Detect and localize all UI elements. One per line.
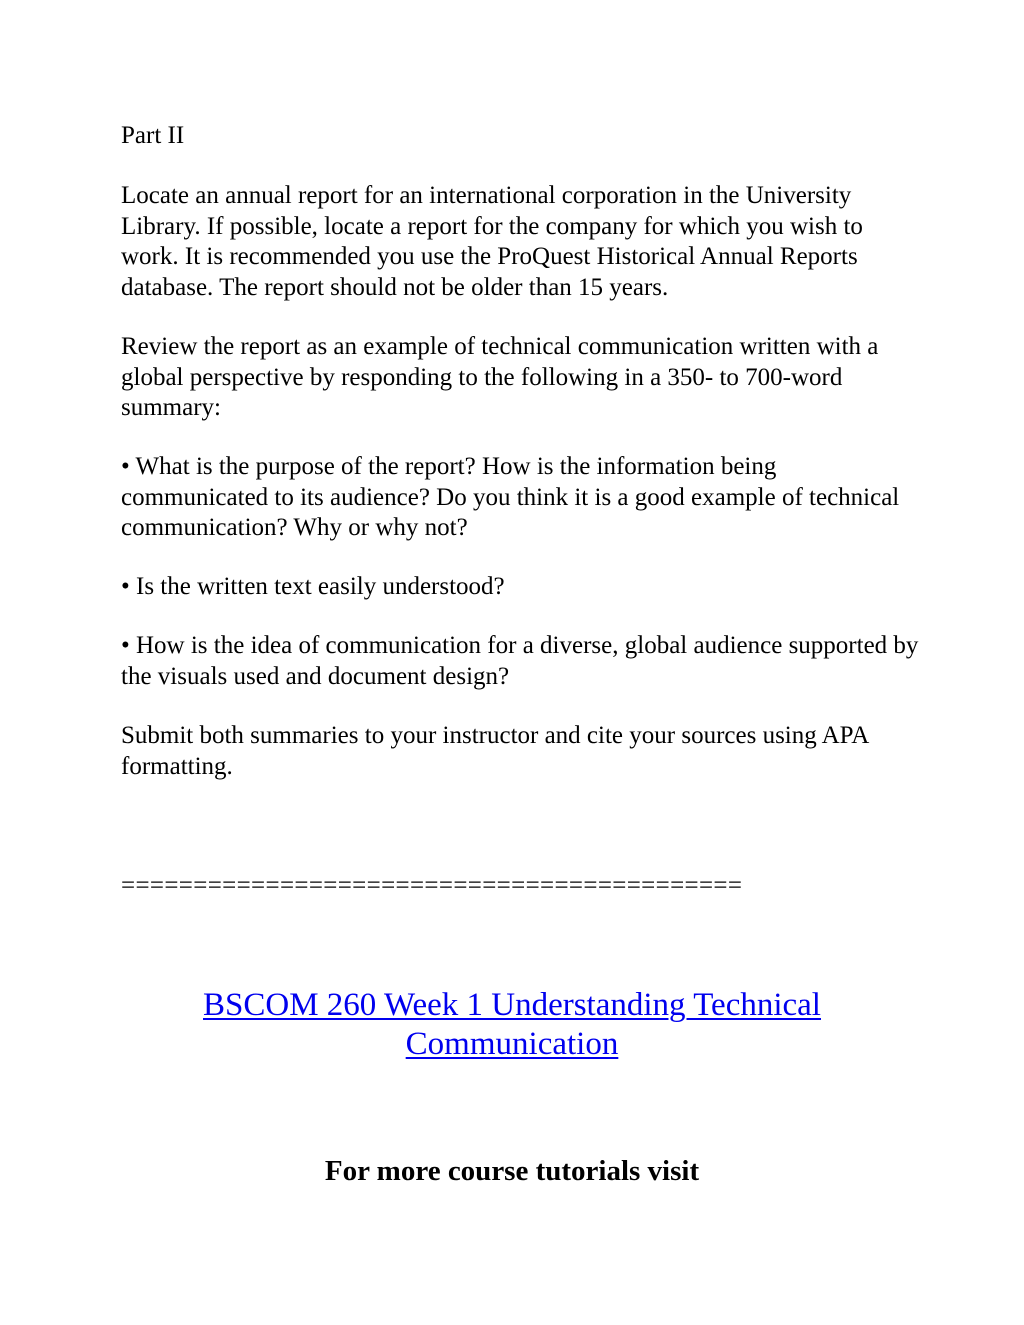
separator-line: ===========================================	[121, 872, 743, 899]
submission-paragraph: Submit both summaries to your instructor and cite your sources using APA formatting.	[121, 722, 868, 780]
bullet-item-visuals: • How is the idea of communication for a diverse, global audience supported by the visuals used and document design?	[121, 632, 919, 690]
promo-text: For more course tutorials visit	[324, 1155, 700, 1187]
instructions-paragraph-1: Locate an annual report for an international corporation in the University Library. If possible, locate a report for the company for which you wish to work. It is recommended you use the ProQuest Historical Annual Reports database. The report should not be older than 15 years.	[121, 182, 863, 301]
bullet-item-purpose: • What is the purpose of the report? How is the information being communicated to its audience? Do you think it is a good example of technical communication? Why or why not?	[121, 453, 900, 541]
part-heading: Part II	[121, 122, 185, 149]
bullet-item-text-understood: • Is the written text easily understood?	[121, 573, 505, 600]
course-title-link[interactable]: BSCOM 260 Week 1 Understanding Technical Communication	[203, 987, 821, 1062]
instructions-paragraph-2: Review the report as an example of technical communication written with a global perspective by responding to the following in a 350- to 700-word summary:	[121, 333, 879, 421]
